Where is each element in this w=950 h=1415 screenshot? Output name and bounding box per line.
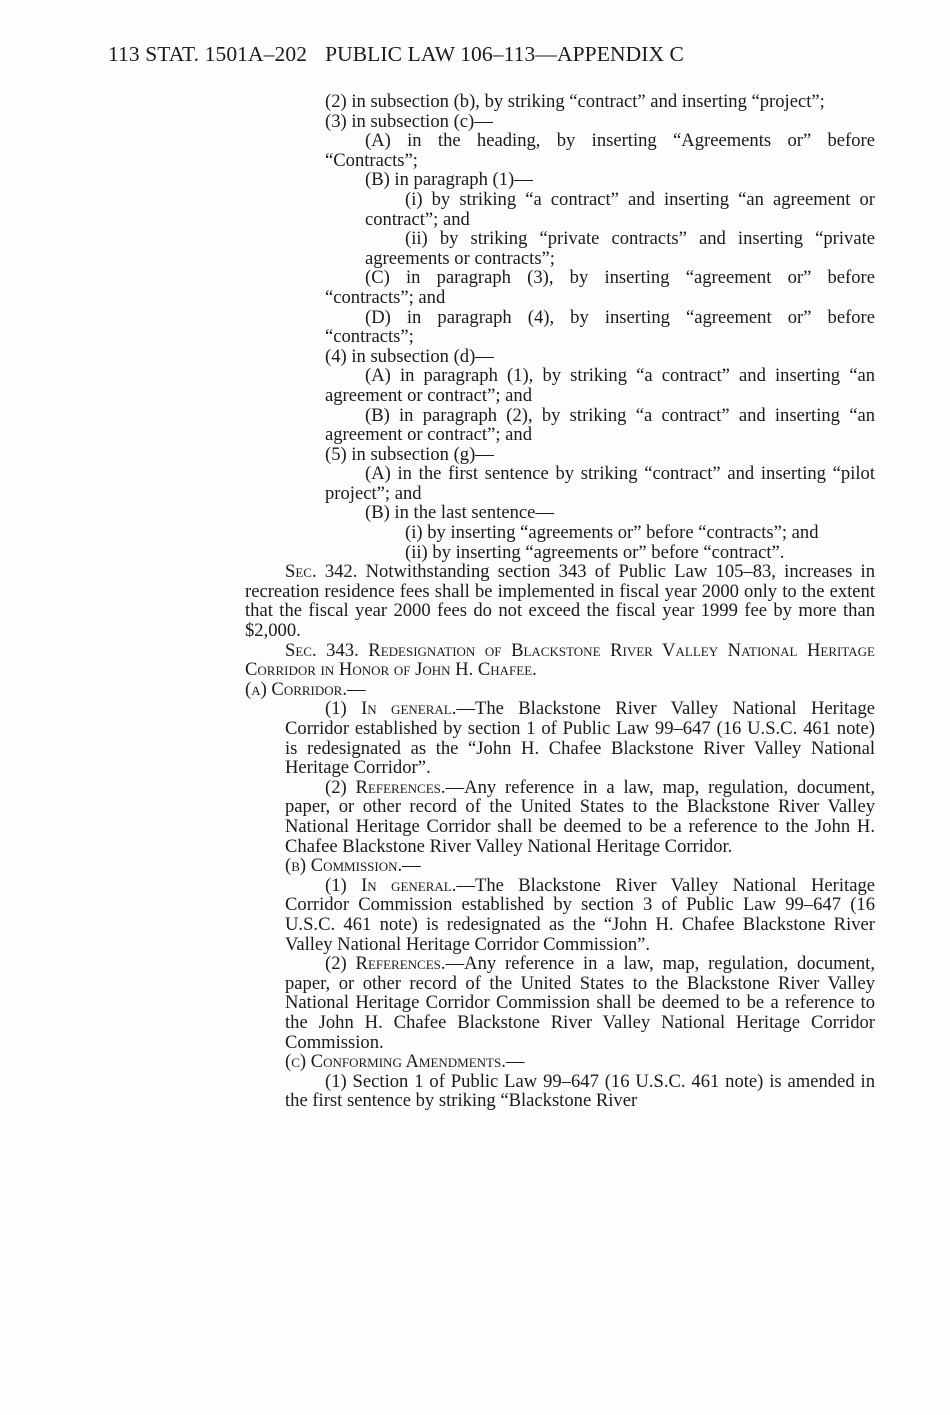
paragraph-text: Any reference in a law, map, regulation, document, paper, or other record of the United States to the Blackstone River Valley National Heritage Corridor shall be deemed to be a reference to the John H. Chafee Blackstone River Valley National Heritage Corridor. [285,776,875,857]
paragraph-heading: (2) References.— [325,776,465,798]
document-body [245,92,875,1111]
page-reference: 113 STAT. 1501A–202 [108,42,308,66]
amendment-line: (ii) by inserting “agreements or” before “contract”. [405,541,785,563]
page-header [108,42,684,67]
amendment-line: (5) in subsection (g)— [325,443,494,465]
paragraph-a1 [285,699,875,777]
amendment-line: (A) in the first sentence by striking “contract” and inserting “pilot project”; and [325,463,875,504]
amendment-line: (B) in the last sentence— [365,502,554,524]
paragraph-c1: (1) Section 1 of Public Law 99–647 (16 U.S.C. 461 note) is amended in the first sentence by striking “Blackstone River [285,1070,875,1112]
amendment-line: (2) in subsection (b), by striking “contract” and inserting “project”; [325,91,825,112]
section-342 [245,562,875,640]
paragraph-heading: (1) In general.— [325,874,475,896]
law-title: PUBLIC LAW 106–113—APPENDIX C [325,42,684,66]
paragraph-a2 [285,778,875,856]
section-343-heading [245,641,875,680]
amendment-line: (i) by striking “a contract” and inserting “an agreement or contract”; and [365,188,875,230]
section-text: Notwithstanding section 343 of Public Law 105–83, increases in recreation residence fees shall be implemented in fiscal year 2000 only to the extent that the fiscal year 2000 fees do not exceed the fiscal year 1999 fee by more than $2,000. [245,561,875,642]
amendment-line: (B) in paragraph (1)— [365,169,533,191]
section-label: Sec. 342. [285,561,358,583]
paragraph-heading: (2) References.— [325,953,465,975]
subsection-a-label: (a) Corridor.— [245,678,366,700]
section-heading: Redesignation of Blackstone River Valley National Heritage Corridor in Honor of John H. Chafee. [245,639,875,681]
amendment-line: (A) in paragraph (1), by striking “a contract” and inserting “an agreement or contract”; and [325,365,875,406]
subsection-c-label: (c) Conforming Amendments.— [285,1051,525,1073]
amendment-line: (B) in paragraph (2), by striking “a contract” and inserting “an agreement or contract”; and [325,404,875,446]
amendment-line: (i) by inserting “agreements or” before “contracts”; and [405,522,819,544]
amendment-line: (D) in paragraph (4), by inserting “agreement or” before “contracts”; [325,306,875,348]
amendment-line: (3) in subsection (c)— [325,110,493,132]
amendment-line: (ii) by striking “private contracts” and inserting “private agreements or contracts”; [365,228,875,269]
paragraph-text: The Blackstone River Valley National Heritage Corridor Commission established by section 3 of Public Law 99–647 (16 U.S.C. 461 note) is redesignated as the “John H. Chafee Blackstone River Valley National Heritage Corridor Commission”. [285,874,875,955]
subsection-b-label: (b) Commission.— [285,855,421,877]
paragraph-b1 [285,876,875,954]
paragraph-heading: (1) In general.— [325,698,475,720]
amendment-line: (4) in subsection (d)— [325,345,494,367]
paragraph-b2 [285,954,875,1052]
paragraph-text: Any reference in a law, map, regulation, document, paper, or other record of the United States to the Blackstone River Valley National Heritage Corridor Commission shall be deemed to be a reference to the John H. Chafee Blackstone River Valley National Heritage Corridor Commission. [285,953,875,1053]
amendment-line: (C) in paragraph (3), by inserting “agreement or” before “contracts”; and [325,267,875,308]
paragraph-text: The Blackstone River Valley National Heritage Corridor established by section 1 of Public Law 99–647 (16 U.S.C. 461 note) is redesignated as the “John H. Chafee Blackstone River Valley National Heritage Corridor”. [285,698,875,779]
amendment-line: (A) in the heading, by inserting “Agreements or” before “Contracts”; [325,130,875,171]
section-label: Sec. 343. [285,639,359,661]
